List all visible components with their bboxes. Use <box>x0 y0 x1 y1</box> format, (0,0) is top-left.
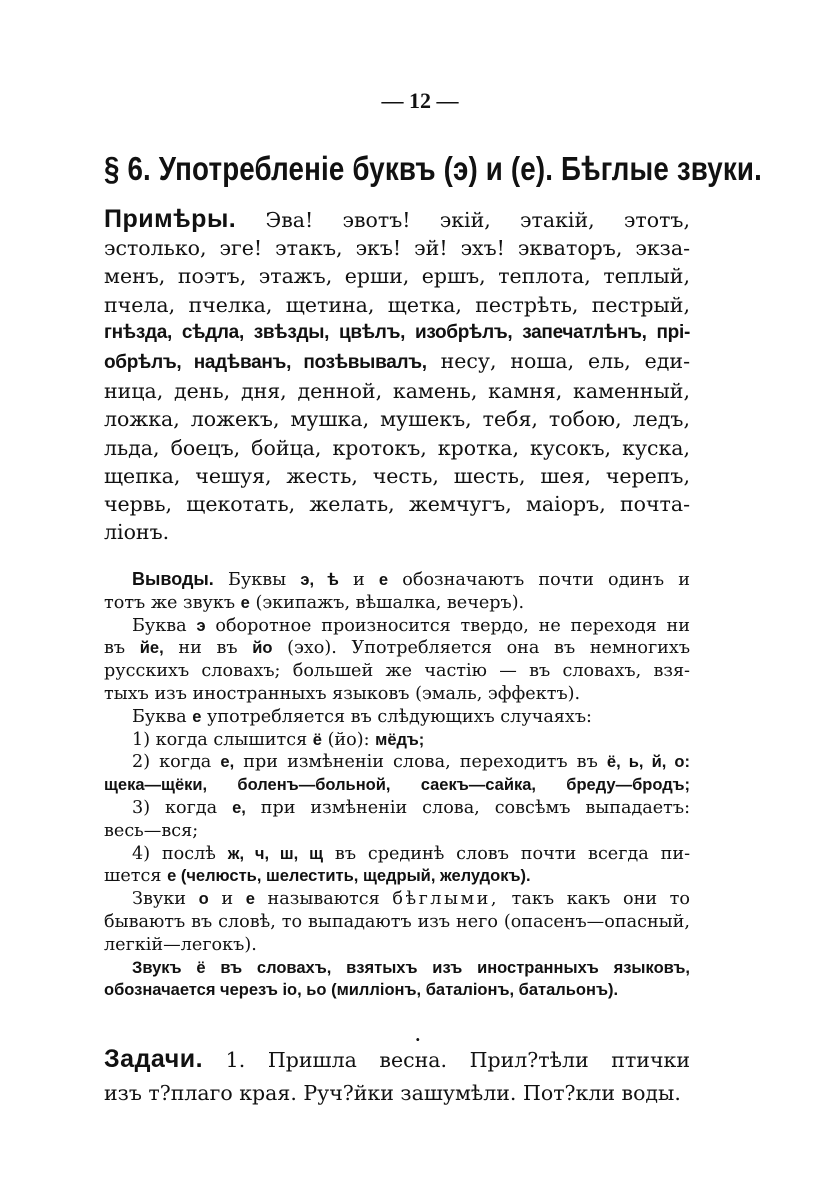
conclusions-line-10: щека—щёки, боленъ—больной, саекъ—сайка, бреду—бродъ; <box>104 776 690 795</box>
decorative-dot: · <box>415 1030 421 1049</box>
examples-line-6: обрѣлъ, надѣванъ, позѣвывалъ, несу, ноша, ель, еди- <box>104 349 690 374</box>
examples-block <box>104 205 690 546</box>
conclusions-line-3: Буква э оборотное произносится твердо, не переходя ни <box>132 615 691 636</box>
examples-line-7: ница, день, дня, денной, камень, камня, каменный, <box>104 379 690 404</box>
conclusions-line-9: 2) когда е, при измѣненіи слова, переходитъ въ ё, ь, й, о: <box>132 752 690 773</box>
conclusions-line-5: русскихъ словахъ; большей же частію — въ словахъ, взя- <box>104 661 690 682</box>
conclusions-line-11: 3) когда е, при измѣненіи слова, совсѣмъ выпадаетъ: <box>132 797 691 818</box>
examples-line-5: гнѣзда, сѣдла, звѣзды, цвѣлъ, изобрѣлъ, запечатлѣнъ, прі- <box>104 321 690 343</box>
tasks-line-1: Задачи. 1. Пришла весна. Прил?тѣли птички <box>104 1045 690 1073</box>
conclusions-line-19: обозначается черезъ іо, ьо (милліонъ, баталіонъ, батальонъ). <box>104 981 619 1000</box>
examples-line-1: Примѣры. Эва! эвотъ! экій, этакій, этотъ, <box>104 205 690 233</box>
examples-line-2: эстолько, эге! этакъ, экъ! эй! эхъ! экваторъ, экза- <box>104 236 690 261</box>
conclusions-line-12: весь—вся; <box>104 820 199 841</box>
examples-line-11: червь, щекотать, желать, жемчугъ, маіоръ, почта- <box>104 492 690 517</box>
conclusions-line-16: бываютъ въ словѣ, то выпадаютъ изъ него (опасенъ—опасный, <box>104 911 690 932</box>
conclusions-block <box>104 568 690 1002</box>
examples-label: Примѣры. <box>104 205 237 233</box>
conclusions-line-14: шется е (челюсть, шелестить, щедрый, желудокъ). <box>104 866 531 887</box>
conclusions-line-7: Буква е употребляется въ слѣдующихъ случаяхъ: <box>132 706 592 727</box>
conclusions-line-6: тыхъ изъ иностранныхъ языковъ (эмаль, эффектъ). <box>104 683 581 704</box>
conclusions-line-1: Выводы. Буквы э, ѣ и е обозначаютъ почти одинъ и <box>132 569 690 590</box>
examples-line-10: щепка, чешуя, жесть, честь, шесть, шея, черепъ, <box>104 463 690 488</box>
tasks-block <box>104 1043 690 1110</box>
conclusions-line-2: тотъ же звукъ е (экипажъ, вѣшалка, вечеръ). <box>104 592 525 613</box>
examples-line-3: менъ, поэтъ, этажъ, ерши, ершъ, теплота, теплый, <box>104 264 690 289</box>
examples-line-8: ложка, ложекъ, мушка, мушекъ, тебя, тобою, ледъ, <box>104 407 690 432</box>
examples-line-4: пчела, пчелка, щетина, щетка, пестрѣть, пестрый, <box>104 292 690 317</box>
conclusions-line-4: въ йе, ни въ йо (эхо). Употребляется она въ немногихъ <box>104 638 691 659</box>
conclusions-line-18: Звукъ ё въ словахъ, взятыхъ изъ иностранныхъ языковъ, <box>132 958 690 977</box>
conclusions-line-17: легкій—легокъ). <box>104 934 257 955</box>
examples-line-12: ліонъ. <box>104 520 170 545</box>
conclusions-line-15: Звуки о и е называются бѣглыми, такъ какъ они то <box>132 889 691 910</box>
tasks-label: Задачи. <box>104 1045 204 1073</box>
conclusions-line-8: 1) когда слышится ё (йо): мёдъ; <box>132 729 425 750</box>
section-heading: § 6. Употребленіе буквъ (э) и (е). Бѣглые звуки. <box>104 150 763 187</box>
conclusions-line-13: 4) послѣ ж, ч, ш, щ въ срединѣ словъ почти всегда пи- <box>132 843 691 864</box>
page-number: — 12 — <box>381 88 459 113</box>
tasks-line-2: изъ т?плаго края. Руч?йки зашумѣли. Пот?кли воды. <box>104 1081 681 1105</box>
examples-line-9: льда, боецъ, бойца, кротокъ, кротка, кусокъ, куска, <box>104 435 690 460</box>
